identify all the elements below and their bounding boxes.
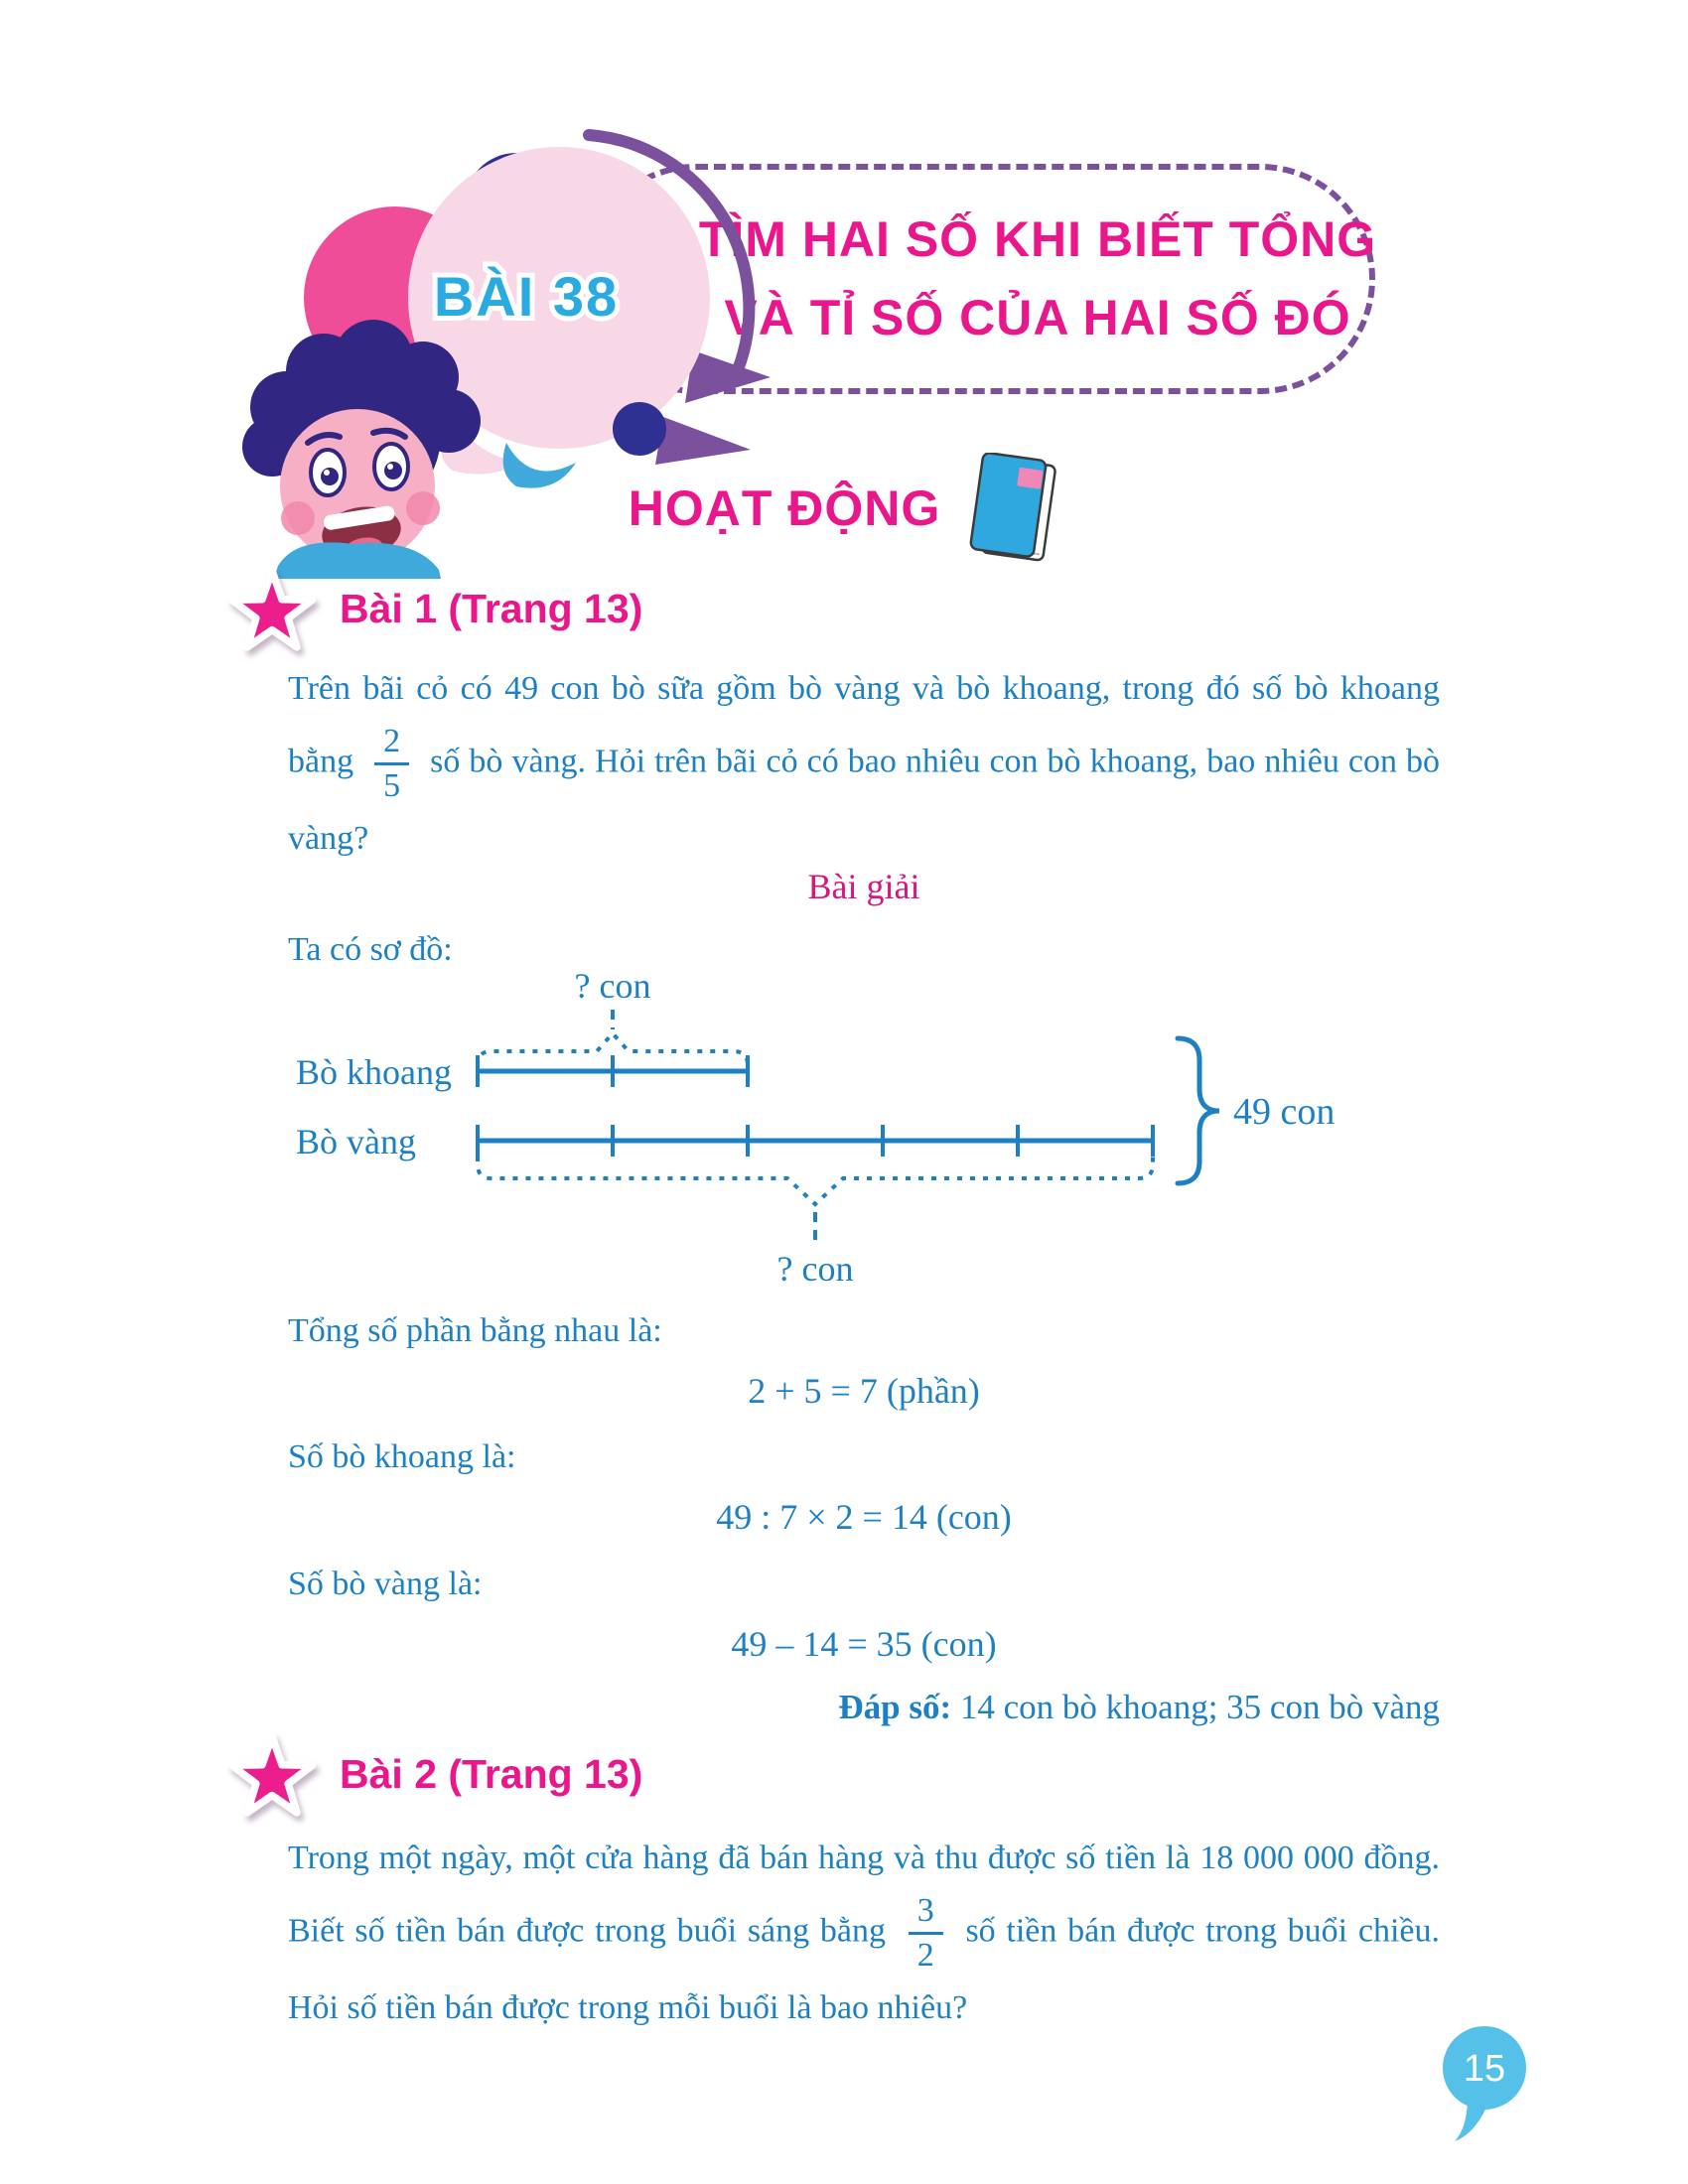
exercise2-title: Bài 2 (Trang 13)	[340, 1750, 643, 1797]
answer-line	[288, 1688, 1440, 1727]
bar-row-khoang	[478, 1055, 748, 1087]
diagram-total-brace	[1178, 1038, 1219, 1183]
step3-label: Số bò vàng là:	[288, 1565, 483, 1602]
problem1-text-before: Trên bãi cỏ có 49 con bò sữa gồm bò vàng và bò khoang, trong đó số bò khoang bằng	[288, 670, 1440, 780]
diagram-intro: Ta có sơ đồ:	[288, 931, 453, 968]
diagram-row1-label: Bò khoang	[296, 1052, 452, 1092]
step3-equation: 49 – 14 = 35 (con)	[731, 1623, 997, 1664]
answer-label: Đáp số:	[838, 1688, 952, 1727]
fraction-2-5	[374, 723, 409, 805]
bar-diagram	[288, 968, 1440, 1300]
step2-label: Số bò khoang là:	[288, 1438, 516, 1476]
exercise2-problem	[288, 1825, 1440, 2042]
exercise1-heading-row	[220, 564, 642, 663]
page-number: 15	[1463, 2048, 1506, 2090]
diagram-bottom-brace	[478, 1157, 1153, 1204]
bar-row-vang	[478, 1125, 1153, 1157]
lesson-title-line1: TÌM HAI SỐ KHI BIẾT TỔNG	[698, 211, 1377, 267]
lesson-badge: BÀI 38	[433, 265, 620, 328]
step1-equation: 2 + 5 = 7 (phần)	[748, 1370, 980, 1411]
problem1-text-after: số bò vàng. Hỏi trên bãi cỏ có bao nhiêu con bò khoang, bao nhiêu con bò vàng?	[288, 743, 1441, 858]
star-icon	[220, 564, 324, 663]
diagram-row2-label: Bò vàng	[296, 1122, 416, 1161]
fraction-numerator: 2	[374, 723, 409, 765]
activity-title: HOẠT ĐỘNG	[628, 480, 941, 536]
solution-steps	[288, 1308, 1440, 1727]
diagram-total-label: 49 con	[1233, 1091, 1336, 1133]
step2-equation: 49 : 7 × 2 = 14 (con)	[716, 1497, 1012, 1538]
exercise1-title: Bài 1 (Trang 13)	[340, 585, 643, 631]
fraction-denominator: 5	[383, 767, 401, 805]
diagram-top-label: ? con	[574, 968, 651, 1006]
book-icon	[964, 453, 1059, 564]
exercise2-heading-row	[220, 1729, 642, 1829]
decor-indigo-dot	[613, 402, 666, 456]
fraction-3-2	[909, 1892, 943, 1975]
bubble-spike-1	[685, 350, 771, 403]
diagram-bottom-label: ? con	[776, 1249, 854, 1289]
star-icon	[220, 1729, 324, 1829]
exercise1-problem	[288, 655, 1440, 873]
problem2-text-before: Trong một ngày, một cửa hàng đã bán hàng và thu được số tiền là 18 000 000 đồng. Biết số tiền bán được trong buổi sáng bằng	[288, 1840, 1440, 1950]
step1-label: Tổng số phần bằng nhau là:	[288, 1312, 662, 1349]
fraction-denominator: 2	[916, 1937, 934, 1975]
problem2-text-after: số tiền bán được trong buổi chiều. Hỏi số tiền bán được trong mỗi buổi là bao nhiêu?	[288, 1912, 1440, 2027]
solution-title: Bài giải	[807, 867, 920, 906]
activity-heading-row	[0, 449, 1688, 568]
page-number-bubble	[1438, 2023, 1532, 2147]
lesson-title-line2: VÀ TỈ SỐ CỦA HAI SỐ ĐÓ	[724, 290, 1351, 345]
fraction-numerator: 3	[909, 1892, 943, 1935]
answer-text: 14 con bò khoang; 35 con bò vàng	[951, 1688, 1440, 1727]
